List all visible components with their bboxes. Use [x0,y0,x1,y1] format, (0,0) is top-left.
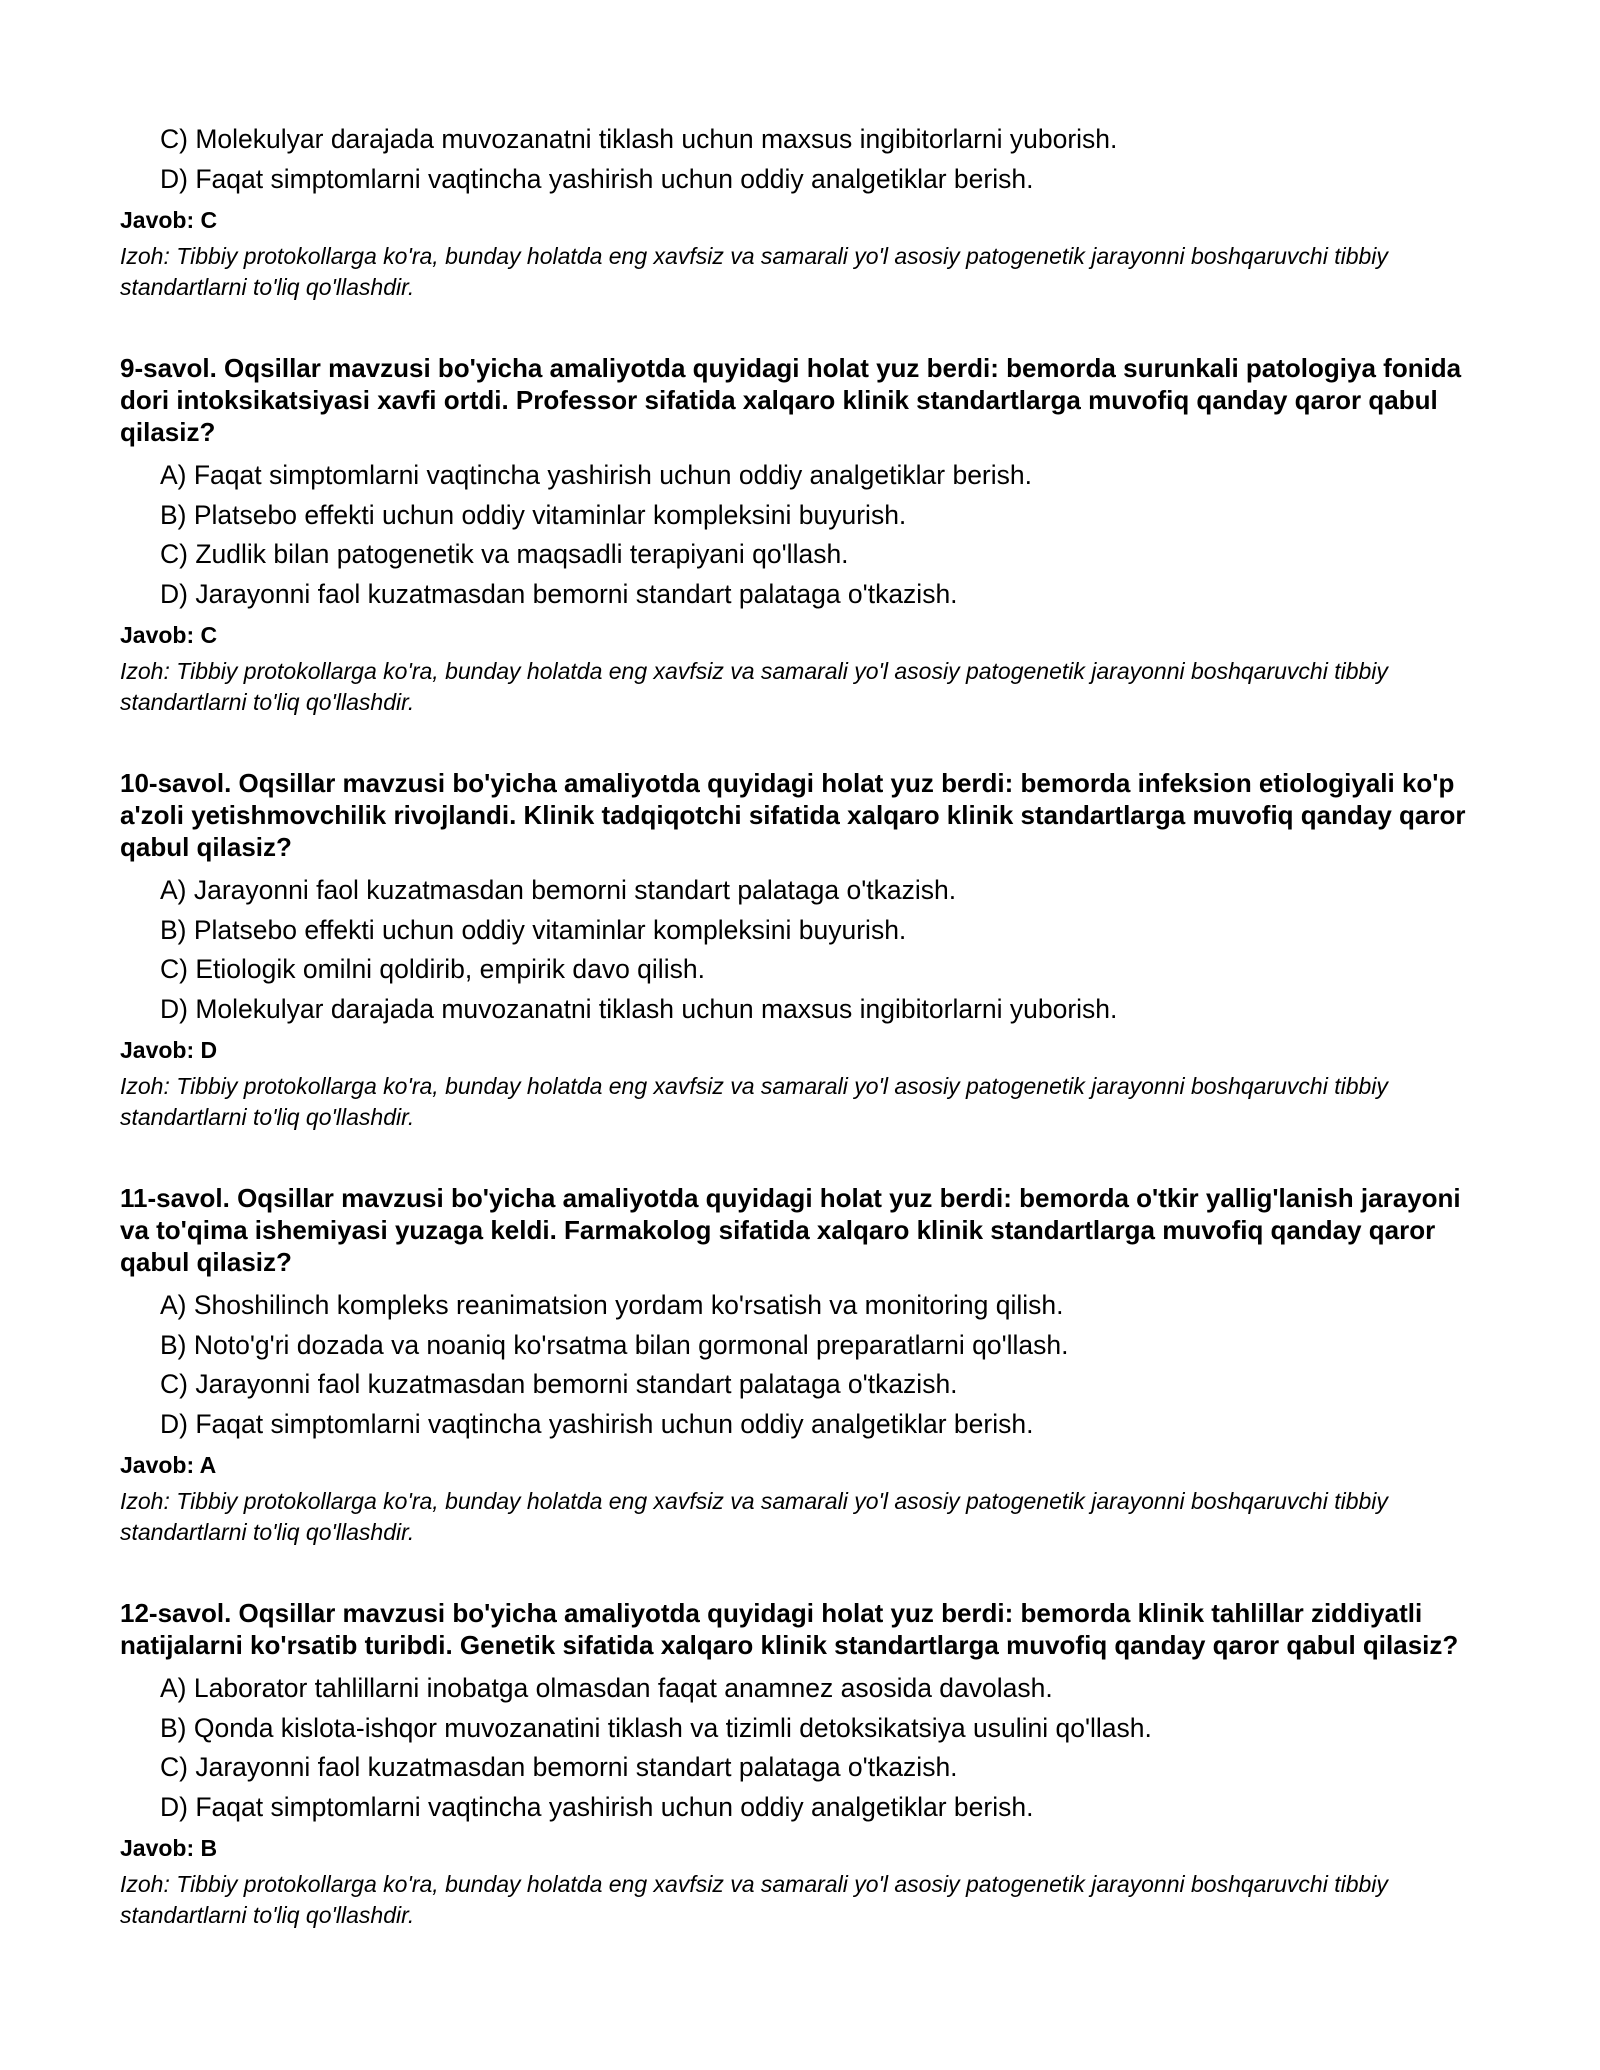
answer-label: Javob: C [120,207,218,233]
option: A) Jarayonni faol kuzatmasdan bemorni standart palataga o'tkazish. [160,875,957,905]
answer-label: Javob: C [120,622,218,648]
explanation: Izoh: Tibbiy protokollarga ko'ra, bunday holatda eng xavfsiz va samarali yo'l asosiy patogenetik jarayonni boshqaruvchi tibbiy standartlarni to'liq qo'llashdir. [120,1871,1388,1928]
explanation: Izoh: Tibbiy protokollarga ko'ra, bunday holatda eng xavfsiz va samarali yo'l asosiy patogenetik jarayonni boshqaruvchi tibbiy standartlarni to'liq qo'llashdir. [120,1488,1388,1545]
option: B) Platsebo effekti uchun oddiy vitaminlar kompleksini buyurish. [160,914,907,945]
continuation-block [120,120,1480,303]
option: D) Jarayonni faol kuzatmasdan bemorni standart palataga o'tkazish. [160,578,958,609]
option: A) Laborator tahlillarni inobatga olmasdan faqat anamnez asosida davolash. [160,1673,1053,1703]
option: C) Jarayonni faol kuzatmasdan bemorni standart palataga o'tkazish. [160,1369,958,1399]
option: B) Qonda kislota-ishqor muvozanatini tiklash va tizimli detoksikatsiya usulini qo'llash. [160,1712,1152,1743]
question-11 [120,1182,1480,1548]
question-text: 11-savol. Oqsillar mavzusi bo'yicha amaliyotda quyidagi holat yuz berdi: bemorda o'tkir yallig'lanish jarayoni va to'qima ishemiyasi yuzaga keldi. Farmakolog sifatida xalqaro klinik standartlarga muvofiq qanday qaror qabul qilasiz? [120,1183,1461,1277]
option: C) Molekulyar darajada muvozanatni tiklash uchun maxsus ingibitorlarni yuborish. [160,124,1118,154]
option: D) Faqat simptomlarni vaqtincha yashirish uchun oddiy analgetiklar berish. [160,1791,1034,1822]
explanation: Izoh: Tibbiy protokollarga ko'ra, bunday holatda eng xavfsiz va samarali yo'l asosiy patogenetik jarayonni boshqaruvchi tibbiy standartlarni to'liq qo'llashdir. [120,658,1388,715]
answer-label: Javob: D [120,1037,218,1063]
question-text: 10-savol. Oqsillar mavzusi bo'yicha amaliyotda quyidagi holat yuz berdi: bemorda infeksion etiologiyali ko'p a'zoli yetishmovchilik rivojlandi. Klinik tadqiqotchi sifatida xalqaro klinik standartlarga muvofiq qanday qaror qabul qilasiz? [120,768,1466,862]
question-text: 9-savol. Oqsillar mavzusi bo'yicha amaliyotda quyidagi holat yuz berdi: bemorda surunkali patologiya fonida dori intoksikatsiyasi xavfi ortdi. Professor sifatida xalqaro klinik standartlarga muvofiq qanday qaror qabul qilasiz? [120,353,1462,447]
option: D) Faqat simptomlarni vaqtincha yashirish uchun oddiy analgetiklar berish. [160,1408,1034,1439]
answer-label: Javob: A [120,1452,217,1478]
question-text: 12-savol. Oqsillar mavzusi bo'yicha amaliyotda quyidagi holat yuz berdi: bemorda klinik tahlillar ziddiyatli natijalarni ko'rsatib turibdi. Genetik sifatida xalqaro klinik standartlarga muvofiq qanday qaror qabul qilasiz? [120,1598,1459,1660]
document-page [120,120,1480,1931]
option: D) Faqat simptomlarni vaqtincha yashirish uchun oddiy analgetiklar berish. [160,163,1034,194]
option: B) Noto'g'ri dozada va noaniq ko'rsatma bilan gormonal preparatlarni qo'llash. [160,1329,1069,1360]
question-9 [120,352,1480,718]
explanation: Izoh: Tibbiy protokollarga ko'ra, bunday holatda eng xavfsiz va samarali yo'l asosiy patogenetik jarayonni boshqaruvchi tibbiy standartlarni to'liq qo'llashdir. [120,243,1388,300]
option: C) Zudlik bilan patogenetik va maqsadli terapiyani qo'llash. [160,539,849,569]
option: C) Jarayonni faol kuzatmasdan bemorni standart palataga o'tkazish. [160,1752,958,1782]
option: C) Etiologik omilni qoldirib, empirik davo qilish. [160,954,705,984]
answer-label: Javob: B [120,1835,218,1861]
question-10 [120,767,1480,1133]
question-12 [120,1597,1480,1931]
option: A) Faqat simptomlarni vaqtincha yashirish uchun oddiy analgetiklar berish. [160,460,1032,490]
option: D) Molekulyar darajada muvozanatni tiklash uchun maxsus ingibitorlarni yuborish. [160,993,1118,1024]
explanation: Izoh: Tibbiy protokollarga ko'ra, bunday holatda eng xavfsiz va samarali yo'l asosiy patogenetik jarayonni boshqaruvchi tibbiy standartlarni to'liq qo'llashdir. [120,1073,1388,1130]
option: A) Shoshilinch kompleks reanimatsion yordam ko'rsatish va monitoring qilish. [160,1290,1064,1320]
option: B) Platsebo effekti uchun oddiy vitaminlar kompleksini buyurish. [160,499,907,530]
